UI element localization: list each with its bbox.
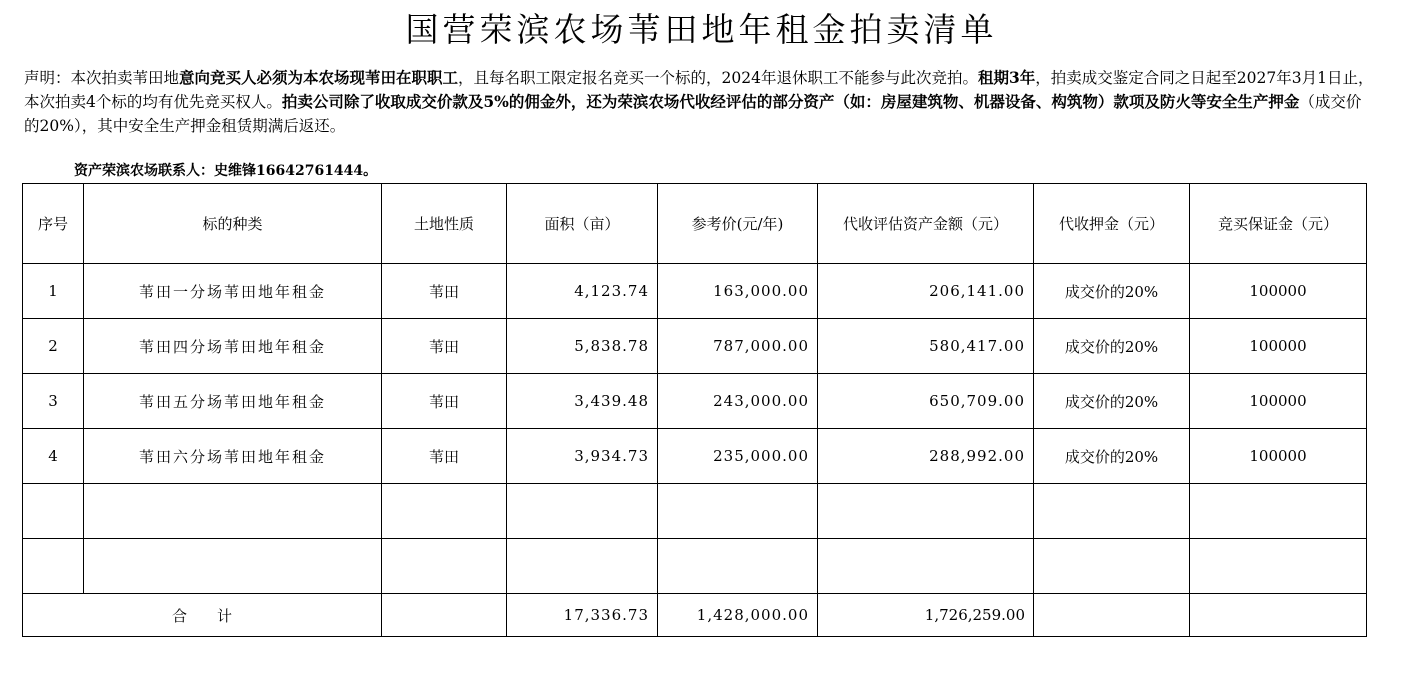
notice-text-2: ，且每名职工限定报名竞买一个标的，2024年退休职工不能参与此次竞拍。	[458, 69, 978, 87]
table-header-row	[23, 184, 1367, 264]
contact-line: 资产荣滨农场联系人：史维锋16642761444。	[74, 163, 378, 179]
cell-assets: 650,709.00	[818, 374, 1034, 429]
header-land-type: 土地性质	[382, 184, 507, 264]
cell-bond: 100000	[1190, 319, 1367, 374]
empty-cell	[818, 484, 1034, 539]
cell-area: 4,123.74	[507, 264, 658, 319]
empty-cell	[1190, 484, 1367, 539]
cell-bond: 100000	[1190, 429, 1367, 484]
cell-land-type: 苇田	[382, 264, 507, 319]
empty-cell	[382, 594, 507, 637]
cell-assets: 206,141.00	[818, 264, 1034, 319]
total-row	[23, 594, 1367, 637]
notice-bold-3: 拍卖公司除了收取成交价款及5%的佣金外，还为荣滨农场代收经评估的部分资产（如：房屋建筑物、机器设备、构筑物）款项及防火等安全生产押金	[281, 92, 1300, 111]
cell-assets: 580,417.00	[818, 319, 1034, 374]
cell-assets: 288,992.00	[818, 429, 1034, 484]
page-title: 国营荣滨农场苇田地年租金拍卖清单	[405, 10, 998, 49]
cell-area: 3,934.73	[507, 429, 658, 484]
cell-bond: 100000	[1190, 264, 1367, 319]
cell-land-type: 苇田	[382, 319, 507, 374]
cell-no: 3	[23, 374, 84, 429]
auction-table	[22, 183, 1367, 637]
notice-text-3: ，拍卖成交鉴定合同之日起至2027年3月1日止，本次拍卖4个标的均有优先竞买权人。	[24, 69, 1374, 111]
total-label: 合 计	[23, 594, 382, 637]
empty-cell	[1190, 539, 1367, 594]
notice-bold-2: 租期3年	[977, 68, 1036, 87]
cell-no: 2	[23, 319, 84, 374]
notice-paragraph	[24, 66, 1374, 138]
empty-cell	[507, 484, 658, 539]
empty-cell	[1034, 594, 1190, 637]
empty-cell	[818, 539, 1034, 594]
cell-price: 235,000.00	[658, 429, 818, 484]
header-name: 标的种类	[84, 184, 382, 264]
notice-text-4: （成交价的20%），其中安全生产押金租赁期满后返还。	[24, 93, 1362, 135]
cell-deposit: 成交价的20%	[1034, 319, 1190, 374]
cell-name: 苇田四分场苇田地年租金	[84, 319, 382, 374]
cell-price: 787,000.00	[658, 319, 818, 374]
header-assets: 代收评估资产金额（元）	[818, 184, 1034, 264]
header-no: 序号	[23, 184, 84, 264]
total-assets: 1,726,259.00	[818, 594, 1034, 637]
cell-name: 苇田一分场苇田地年租金	[84, 264, 382, 319]
empty-cell	[658, 539, 818, 594]
empty-cell	[84, 484, 382, 539]
cell-name: 苇田六分场苇田地年租金	[84, 429, 382, 484]
cell-area: 5,838.78	[507, 319, 658, 374]
total-price: 1,428,000.00	[658, 594, 818, 637]
empty-cell	[382, 539, 507, 594]
table-row	[23, 374, 1367, 429]
header-area: 面积（亩）	[507, 184, 658, 264]
cell-deposit: 成交价的20%	[1034, 429, 1190, 484]
total-area: 17,336.73	[507, 594, 658, 637]
empty-cell	[1034, 539, 1190, 594]
empty-cell	[84, 539, 382, 594]
empty-cell	[23, 539, 84, 594]
empty-cell	[1034, 484, 1190, 539]
header-bond: 竞买保证金（元）	[1190, 184, 1367, 264]
empty-cell	[382, 484, 507, 539]
empty-row	[23, 539, 1367, 594]
cell-no: 1	[23, 264, 84, 319]
cell-price: 243,000.00	[658, 374, 818, 429]
header-deposit: 代收押金（元）	[1034, 184, 1190, 264]
notice-text-1: 声明：本次拍卖苇田地	[24, 69, 180, 87]
table-row	[23, 429, 1367, 484]
notice-bold-1: 意向竞买人必须为本农场现苇田在职职工	[179, 68, 459, 87]
cell-deposit: 成交价的20%	[1034, 264, 1190, 319]
cell-area: 3,439.48	[507, 374, 658, 429]
header-price: 参考价(元/年)	[658, 184, 818, 264]
empty-cell	[23, 484, 84, 539]
cell-deposit: 成交价的20%	[1034, 374, 1190, 429]
empty-row	[23, 484, 1367, 539]
empty-cell	[1190, 594, 1367, 637]
empty-cell	[658, 484, 818, 539]
cell-bond: 100000	[1190, 374, 1367, 429]
table-row	[23, 264, 1367, 319]
cell-name: 苇田五分场苇田地年租金	[84, 374, 382, 429]
cell-no: 4	[23, 429, 84, 484]
cell-price: 163,000.00	[658, 264, 818, 319]
table-row	[23, 319, 1367, 374]
empty-cell	[507, 539, 658, 594]
cell-land-type: 苇田	[382, 374, 507, 429]
cell-land-type: 苇田	[382, 429, 507, 484]
